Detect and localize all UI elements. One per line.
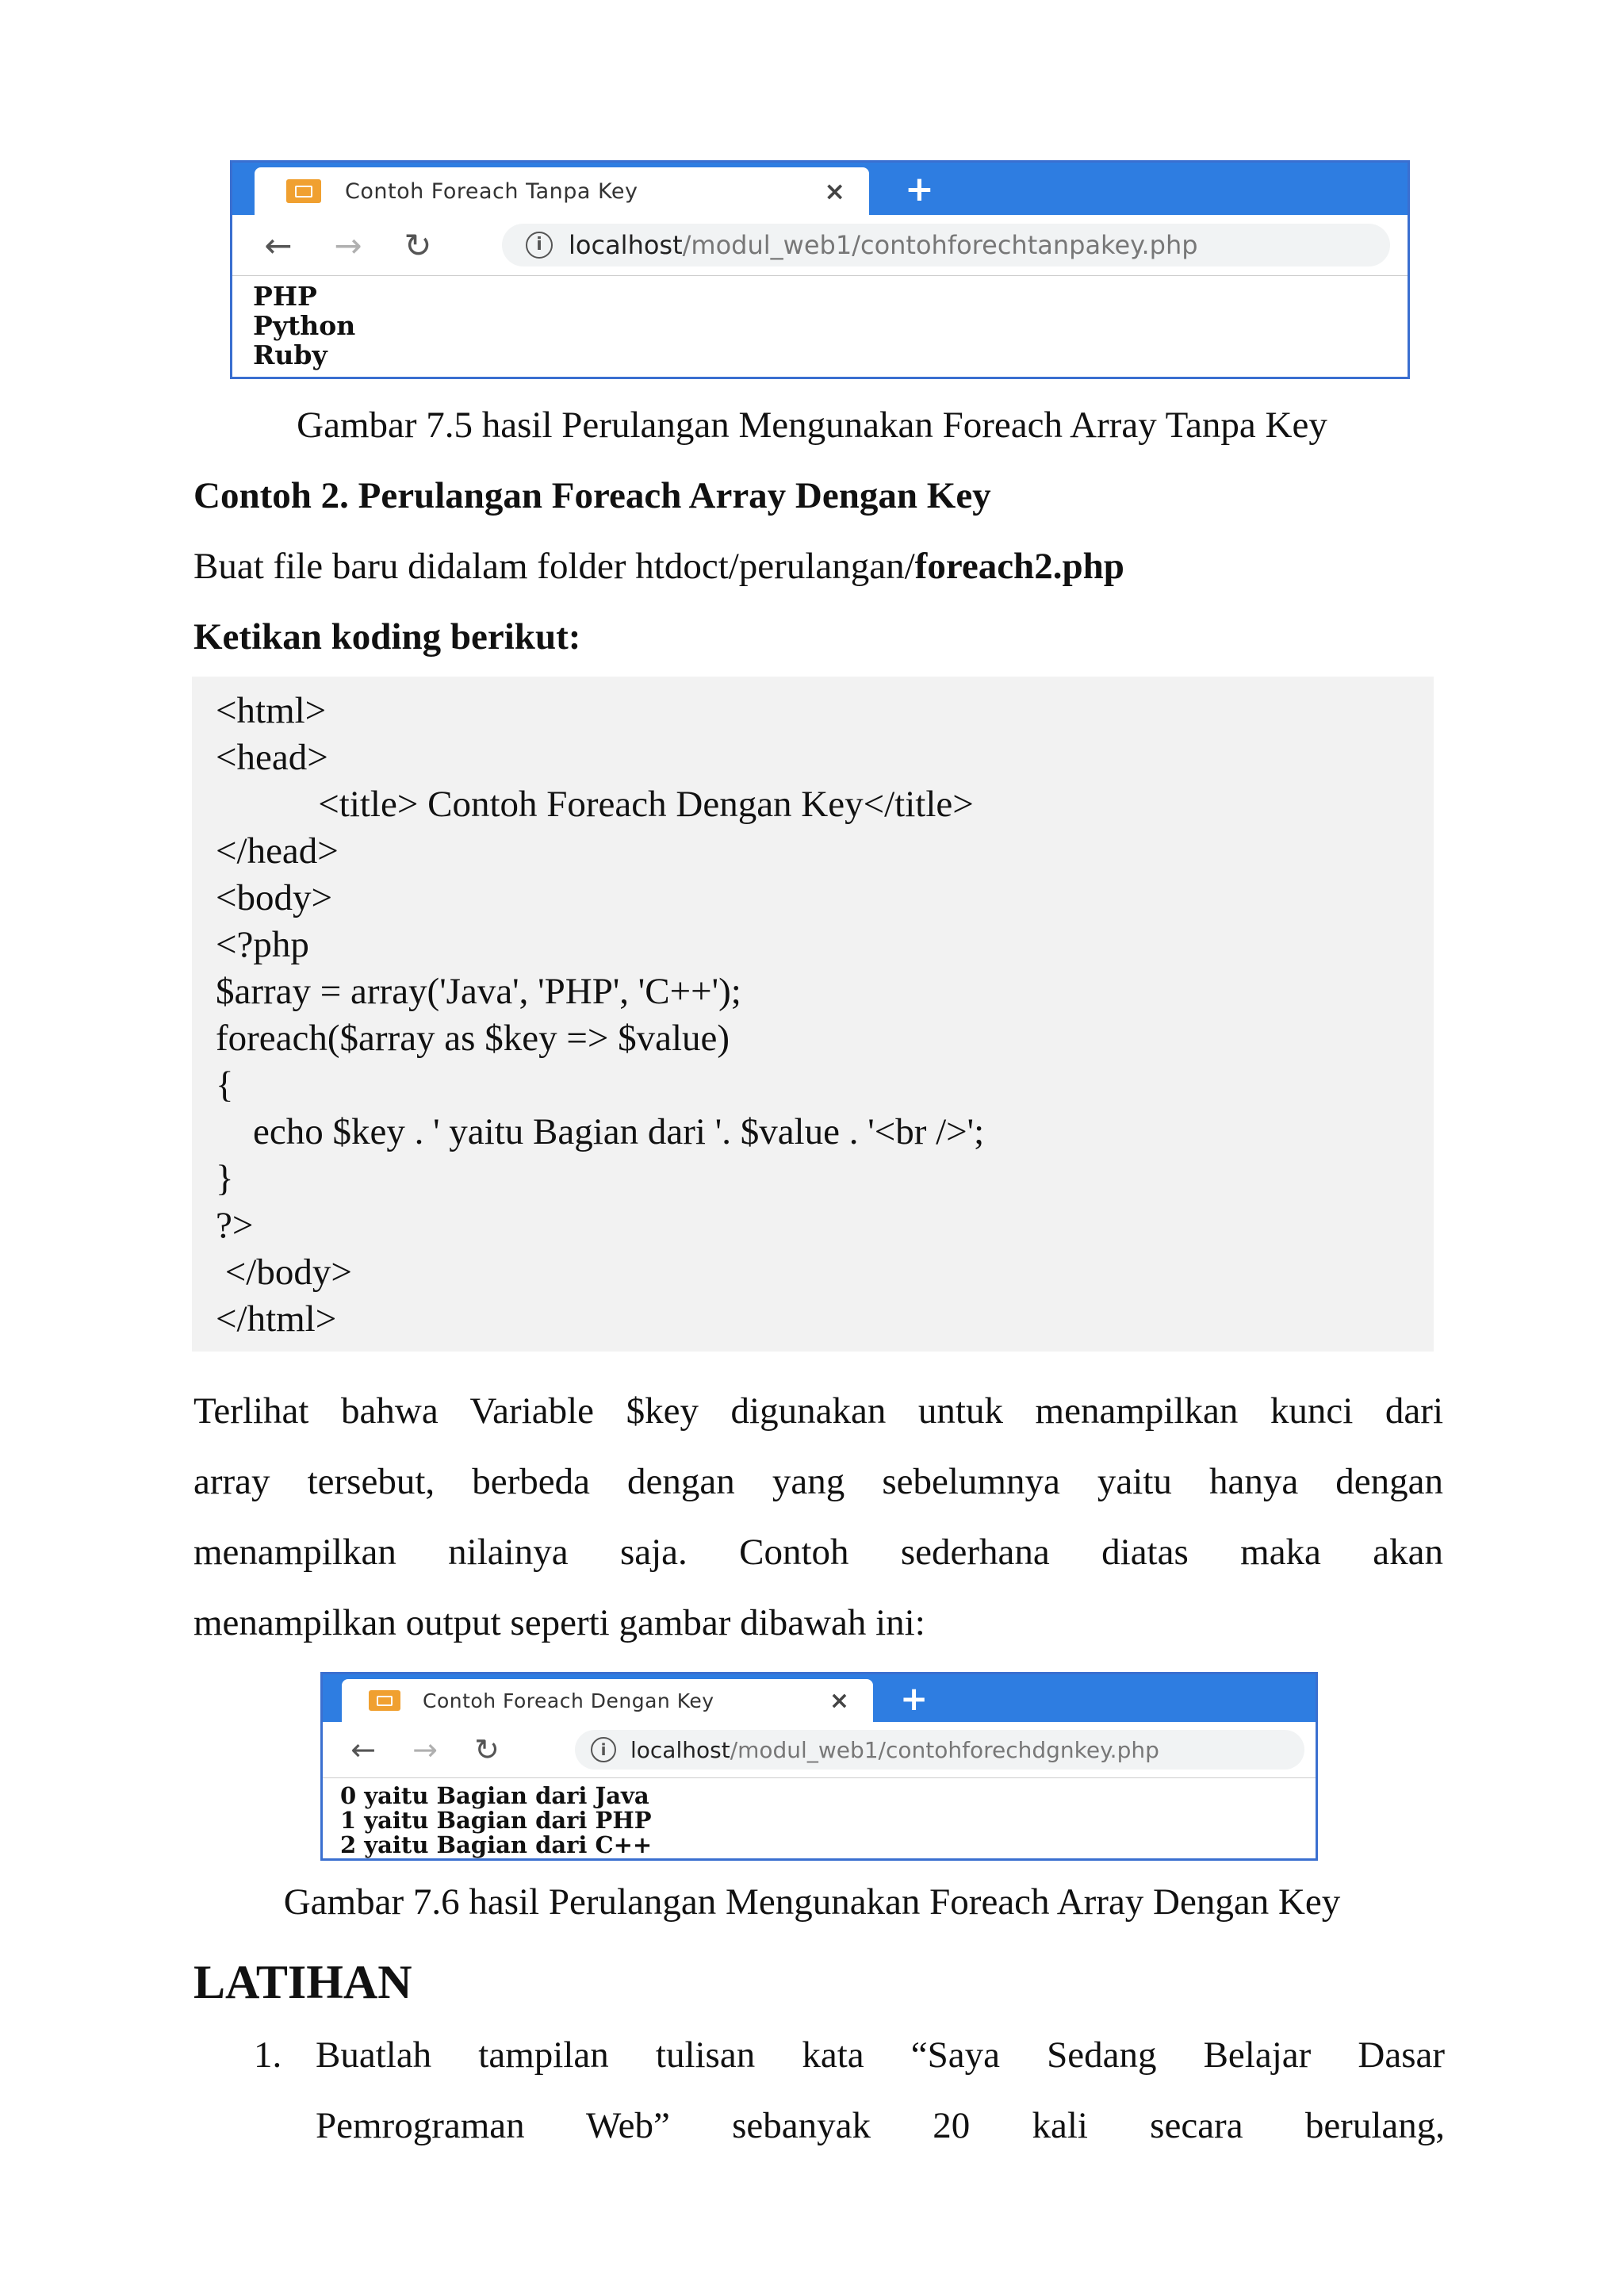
url-host: localhost [569, 230, 683, 260]
code-line: <body> [216, 877, 333, 918]
code-line: <html> [216, 690, 327, 731]
output-line: Ruby [253, 339, 327, 370]
instruction-filename: foreach2.php [914, 546, 1124, 587]
address-bar[interactable] [575, 1730, 1304, 1770]
list-item-number: 1. [254, 2034, 282, 2076]
output-line: PHP [253, 281, 317, 312]
code-line: } [216, 1158, 234, 1199]
list-item-line: Pemrograman Web” sebanyak 20 kali secara berulang, [316, 2105, 1445, 2146]
browser-tab[interactable] [255, 167, 869, 215]
tab-title: Contoh Foreach Dengan Key [423, 1689, 714, 1712]
section-heading: Contoh 2. Perulangan Foreach Array Dengan Key [193, 475, 991, 516]
output-line: 2 yaitu Bagian dari C++ [340, 1831, 653, 1858]
code-block [192, 677, 1434, 1352]
code-line: </head> [216, 830, 339, 872]
figure-caption: Gambar 7.5 hasil Perulangan Mengunakan Foreach Array Tanpa Key [297, 405, 1327, 446]
xampp-favicon-icon [369, 1690, 400, 1711]
list-item-line: Buatlah tampilan tulisan kata “Saya Sedang Belajar Dasar [316, 2034, 1445, 2076]
back-arrow-icon[interactable]: ← [350, 1732, 376, 1767]
close-icon[interactable]: × [829, 1686, 849, 1715]
browser-screenshot-foreach-tanpa-key [230, 160, 1410, 379]
browser-toolbar [232, 215, 1408, 276]
output-line: 0 yaitu Bagian dari Java [340, 1782, 649, 1809]
back-arrow-icon[interactable]: ← [264, 225, 293, 265]
code-line: </html> [216, 1298, 337, 1340]
reload-icon[interactable]: ↻ [404, 225, 432, 265]
output-line: 1 yaitu Bagian dari PHP [340, 1807, 652, 1834]
latihan-heading: LATIHAN [193, 1956, 412, 2008]
url-path: /modul_web1/contohforechdgnkey.php [730, 1736, 1159, 1763]
forward-arrow-icon[interactable]: → [412, 1732, 438, 1767]
code-line: echo $key . ' yaitu Bagian dari '. $value . '<br />'; [216, 1111, 985, 1152]
info-icon[interactable]: i [526, 232, 553, 259]
forward-arrow-icon[interactable]: → [334, 225, 362, 265]
tab-bar [323, 1674, 1316, 1722]
code-line: $array = array('Java', 'PHP', 'C++'); [216, 971, 741, 1012]
code-line: <head> [216, 737, 328, 778]
code-line: ?> [216, 1205, 254, 1246]
page-output [232, 282, 1408, 370]
tab-title: Contoh Foreach Tanpa Key [345, 178, 638, 204]
info-icon[interactable]: i [591, 1737, 616, 1762]
output-line: Python [253, 310, 356, 341]
code-line: { [216, 1064, 234, 1106]
close-icon[interactable]: × [824, 176, 845, 206]
explanation-line: array tersebut, berbeda dengan yang sebelumnya yaitu hanya dengan [193, 1461, 1443, 1502]
browser-toolbar [323, 1722, 1316, 1778]
code-intro: Ketikan koding berikut: [193, 616, 581, 658]
new-tab-icon[interactable]: + [905, 169, 934, 209]
url-host: localhost [630, 1736, 730, 1763]
explanation-line: menampilkan nilainya saja. Contoh sederhana diatas maka akan [193, 1532, 1443, 1573]
address-bar[interactable] [502, 224, 1390, 266]
code-line: </body> [216, 1252, 352, 1293]
reload-icon[interactable]: ↻ [474, 1732, 500, 1767]
new-tab-icon[interactable]: + [900, 1679, 929, 1718]
instruction-prefix: Buat file baru didalam folder htdoct/perulangan/ [193, 546, 915, 587]
page-output [323, 1784, 1316, 1858]
code-line: foreach($array as $key => $value) [216, 1018, 730, 1059]
browser-screenshot-foreach-dengan-key [320, 1672, 1318, 1861]
explanation-line: Terlihat bahwa Variable $key digunakan untuk menampilkan kunci dari [193, 1390, 1443, 1432]
tab-bar [232, 163, 1408, 215]
figure-caption: Gambar 7.6 hasil Perulangan Mengunakan Foreach Array Dengan Key [283, 1881, 1341, 1923]
code-line: <title> Contoh Foreach Dengan Key</title> [216, 784, 974, 825]
code-line: <?php [216, 924, 309, 965]
url-path: /modul_web1/contohforechtanpakey.php [682, 230, 1198, 260]
explanation-line: menampilkan output seperti gambar dibawah ini: [193, 1602, 925, 1643]
instruction-text [193, 543, 1446, 589]
xampp-favicon-icon [286, 179, 321, 203]
browser-tab[interactable] [342, 1679, 873, 1722]
